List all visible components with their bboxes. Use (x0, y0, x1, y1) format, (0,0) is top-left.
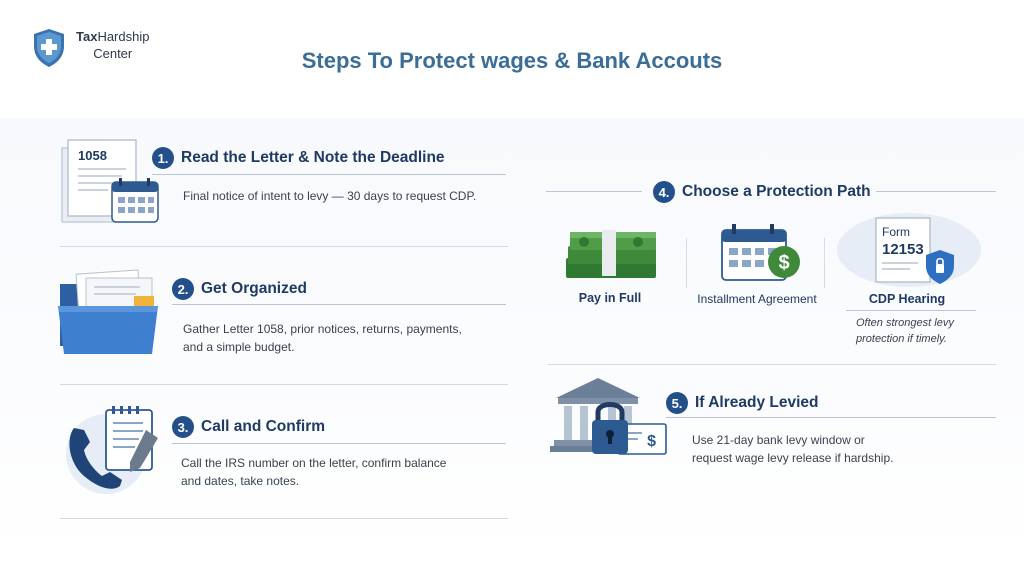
step-number-badge: 5. (666, 392, 688, 414)
cash-stack-icon (562, 222, 660, 282)
svg-text:$: $ (647, 433, 656, 450)
divider (546, 191, 642, 192)
page-title: Steps To Protect wages & Bank Accouts (301, 48, 723, 73)
doc-number-label: 1058 (78, 148, 107, 163)
divider (846, 310, 976, 311)
cdp-note: Often strongest levy protection if timely. (856, 317, 954, 345)
step-3 (172, 416, 325, 438)
step-description: Use 21-day bank levy window or request wage levy release if hardship. (692, 433, 894, 465)
option-cdp-hearing: CDP Hearing (868, 292, 946, 306)
form-shield-icon (836, 212, 982, 288)
divider (686, 238, 687, 288)
step-number-badge: 1. (152, 147, 174, 169)
form-number: 12153 (882, 241, 924, 258)
step-title: Call and Confirm (201, 418, 326, 435)
folder-icon (56, 266, 162, 356)
option-pay-in-full: Pay in Full (578, 291, 642, 305)
calendar-dollar-icon (720, 222, 804, 284)
step-description: Gather Letter 1058, prior notices, returns, payments, and a simple budget. (183, 322, 462, 354)
step-description: Call the IRS number on the letter, confirm balance and dates, take notes. (181, 456, 447, 488)
step-title: Get Organized (201, 280, 307, 297)
divider (824, 238, 825, 288)
step-title: Read the Letter & Note the Deadline (181, 149, 445, 166)
step-1 (152, 147, 445, 169)
step-2 (172, 278, 307, 300)
step-5 (666, 392, 818, 414)
divider (876, 191, 996, 192)
option-installment-agreement: Installment Agreement (697, 292, 817, 306)
divider (60, 518, 508, 519)
divider (152, 174, 506, 175)
brand-name: TaxHardship Center (76, 29, 150, 61)
divider (172, 304, 506, 305)
step-title: Choose a Protection Path (682, 183, 871, 200)
step-description: Final notice of intent to levy — 30 days to request CDP. (183, 189, 477, 203)
step-4 (653, 181, 871, 203)
divider (548, 364, 996, 365)
step-number-badge: 3. (172, 416, 194, 438)
divider (60, 384, 508, 385)
step-title: If Already Levied (695, 394, 819, 411)
divider (172, 443, 506, 444)
letter-calendar-icon (56, 138, 160, 226)
step-number-badge: 2. (172, 278, 194, 300)
phone-notepad-icon (58, 404, 166, 496)
bank-lock-icon (548, 372, 672, 464)
divider (666, 417, 996, 418)
divider (60, 246, 508, 247)
svg-text:$: $ (778, 252, 790, 274)
step-number-badge: 4. (653, 181, 675, 203)
form-label: Form (882, 225, 910, 239)
